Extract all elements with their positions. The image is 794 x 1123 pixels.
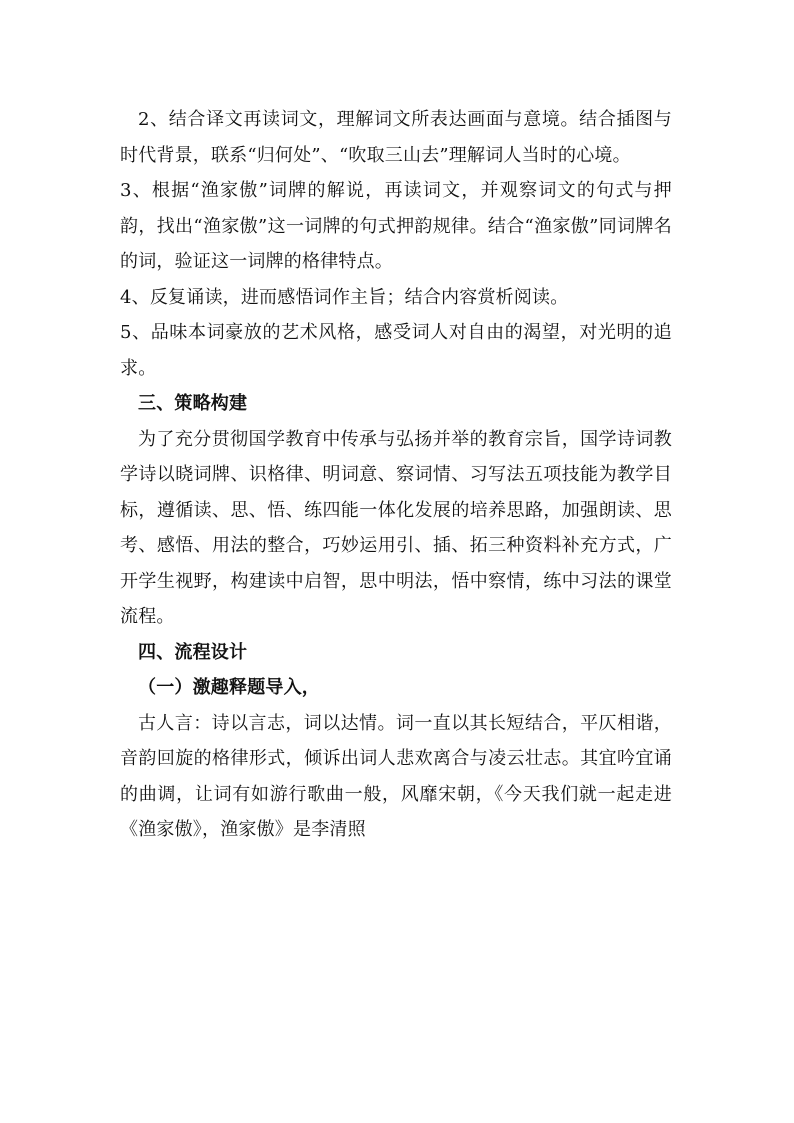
objective-item-5: 5、品味本词豪放的艺术风格，感受词人对自由的渴望，对光明的追求。 (120, 322, 672, 379)
section-heading-strategy: 三、策略构建 (138, 393, 248, 414)
strategy-paragraph: 为了充分贯彻国学教育中传承与弘扬并举的教育宗旨，国学诗词教学诗以晓词牌、识格律、明词意、察词情、习写法五项技能为教学目标，遵循读、思、悟、练四能一体化发展的培养思路，加强朗读、思考、感悟、用法的整合，巧妙运用引、插、拓三种资料补充方式，广开学生视野，构建读中启智，思中明法，悟中察情，练中习法的课堂流程。 (120, 428, 672, 627)
subsection-heading-intro: （一）激趣释题导入， (138, 677, 320, 698)
document-body (120, 102, 672, 848)
objective-item-2: 2、结合译文再读词文，理解词文所表达画面与意境。结合插图与时代背景，联系“归何处”、“吹取三山去”理解词人当时的心境。 (120, 109, 672, 166)
objective-item-4: 4、反复诵读，进而感悟词作主旨；结合内容赏析阅读。 (120, 286, 569, 308)
objective-item-3: 3、根据“渔家傲”词牌的解说，再读词文，并观察词文的句式与押韵，找出“渔家傲”这一词牌的句式押韵规律。结合“渔家傲”同词牌名的词，验证这一词牌的格律特点。 (120, 180, 672, 272)
intro-paragraph: 古人言：诗以言志，词以达情。词一直以其长短结合，平仄相谐，音韵回旋的格律形式，倾诉出词人悲欢离合与凌云壮志。其宜吟宜诵的曲调，让词有如游行歌曲一般，风靡宋朝，《今天我们就一起走进《渔家傲》，渔家傲》是李清照 (120, 712, 672, 840)
section-heading-process: 四、流程设计 (138, 641, 248, 663)
